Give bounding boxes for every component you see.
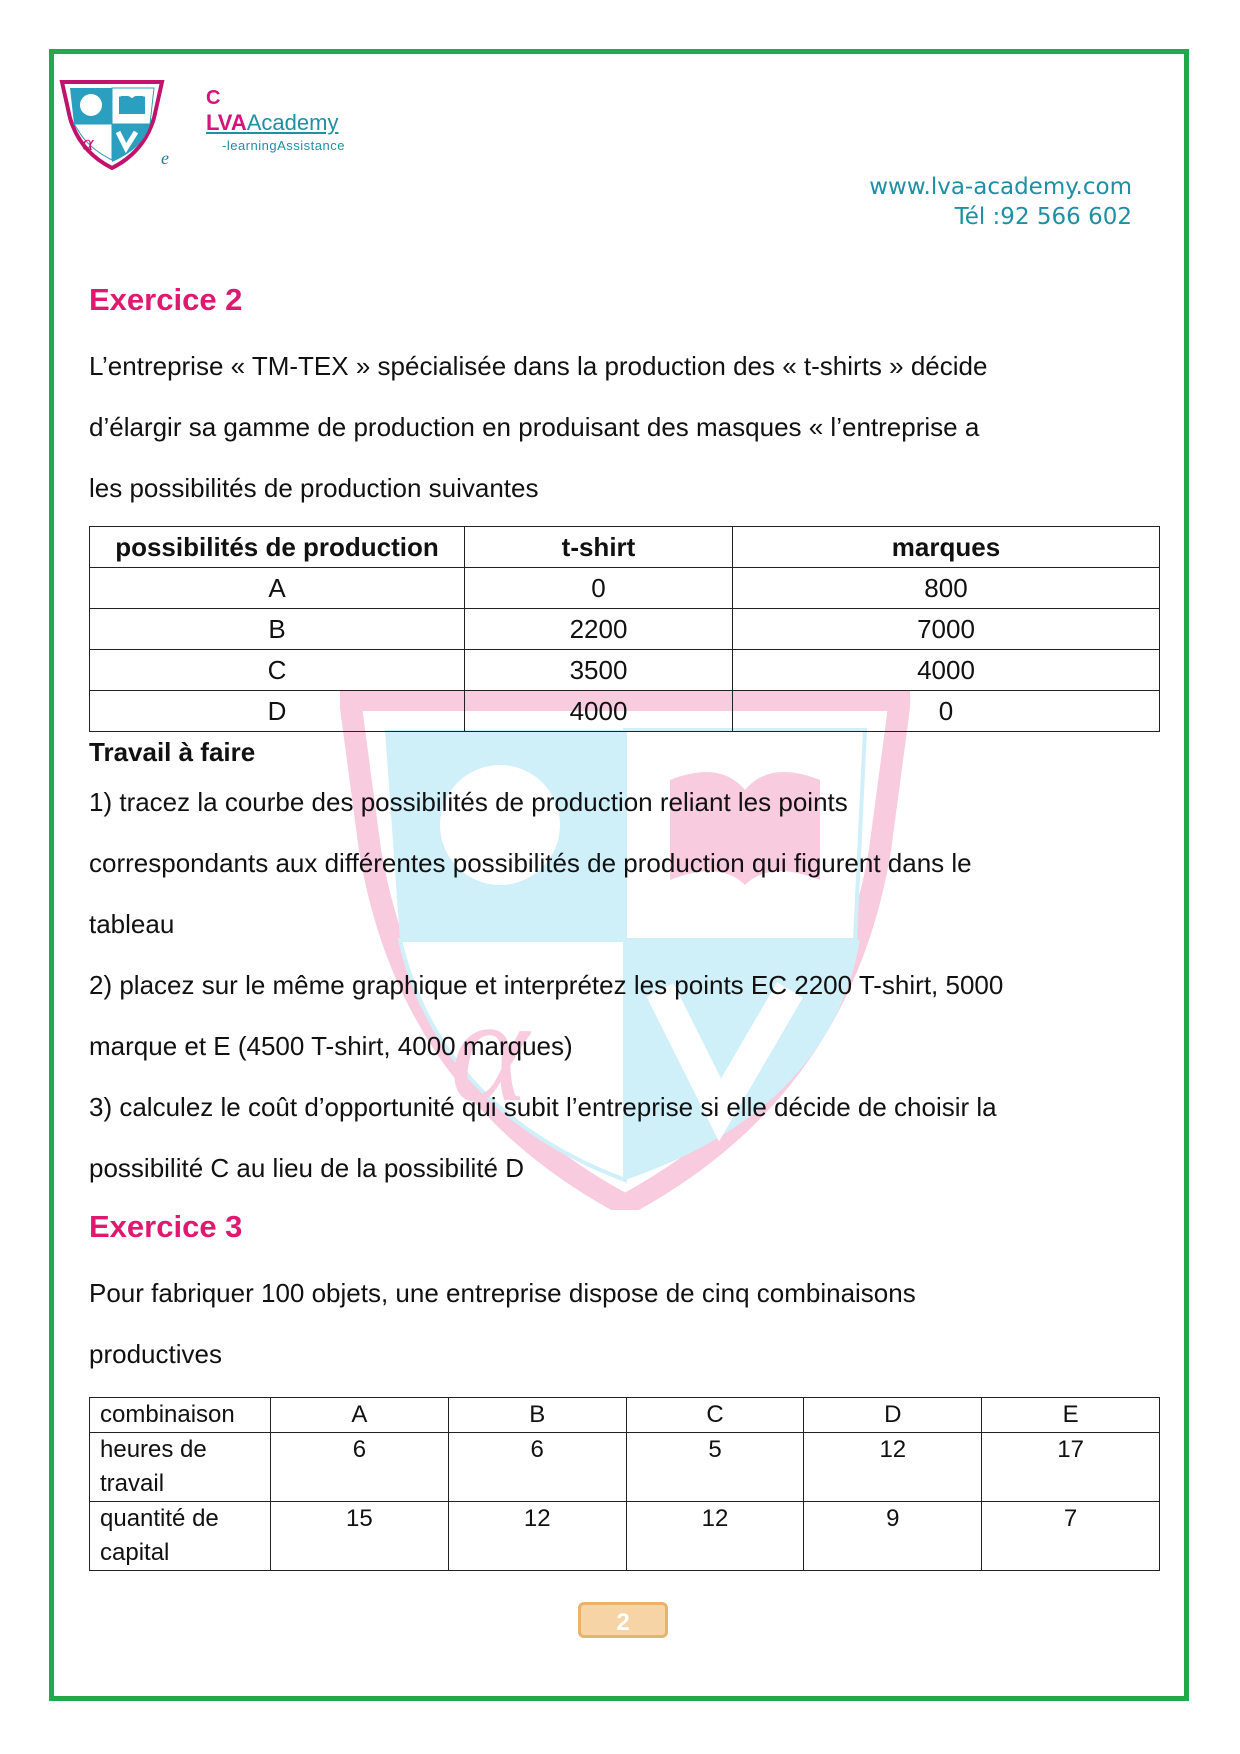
header-cell: C <box>626 1398 804 1433</box>
header-cell: combinaison <box>90 1398 271 1433</box>
table-cell: 3500 <box>465 650 733 691</box>
table-cell: 4000 <box>465 691 733 732</box>
combination-table <box>89 1397 1160 1571</box>
row-label <box>90 1502 271 1571</box>
table-cell: A <box>90 568 465 609</box>
row-label-line2: capital <box>100 1539 170 1566</box>
brand-block <box>206 86 345 156</box>
table-cell: 6 <box>448 1433 626 1502</box>
table-cell: 9 <box>804 1502 982 1571</box>
contact-block <box>869 172 1132 232</box>
exercice3-title: Exercice 3 <box>89 1209 243 1244</box>
question1-line3: tableau <box>89 909 175 939</box>
table-cell: B <box>90 609 465 650</box>
table-header-row <box>90 527 1160 568</box>
phone-number: Tél :92 566 602 <box>954 204 1132 230</box>
table-row <box>90 1502 1160 1571</box>
header-cell: D <box>804 1398 982 1433</box>
exercice2-title: Exercice 2 <box>89 282 243 317</box>
question3-line1: 3) calculez le coût d’opportunité qui subit l’entreprise si elle décide de choisir la <box>89 1092 997 1122</box>
brand-prefix: LVA <box>206 110 247 135</box>
header-cell: marques <box>733 527 1160 568</box>
table-cell: 6 <box>271 1433 449 1502</box>
production-table <box>89 526 1160 732</box>
row-label-line1: quantité de <box>100 1505 219 1532</box>
exercice2-intro-line1: L’entreprise « TM-TEX » spécialisée dans la production des « t-shirts » décide <box>89 351 988 381</box>
question2-line1: 2) placez sur le même graphique et interprétez les points EC 2200 T-shirt, 5000 <box>89 970 1004 1000</box>
website-link[interactable]: www.lva-academy.com <box>869 174 1132 200</box>
question1-line1: 1) tracez la courbe des possibilités de production reliant les points <box>89 787 848 817</box>
table-cell: 5 <box>626 1433 804 1502</box>
table-cell: 12 <box>448 1502 626 1571</box>
exercice2-intro-line2: d’élargir sa gamme de production en produisant des masques « l’entreprise a <box>89 412 980 442</box>
table-cell: 4000 <box>733 650 1160 691</box>
svg-text:α: α <box>450 967 529 1133</box>
row-label <box>90 1433 271 1502</box>
header-cell: B <box>448 1398 626 1433</box>
table-cell: 0 <box>733 691 1160 732</box>
table-cell: 0 <box>465 568 733 609</box>
table-cell: 15 <box>271 1502 449 1571</box>
header-cell: A <box>271 1398 449 1433</box>
row-label-line1: heures de <box>100 1436 207 1463</box>
table-row <box>90 609 1160 650</box>
svg-text:α: α <box>82 130 94 155</box>
logo-letter: C <box>206 87 221 109</box>
exercice3-intro-line1: Pour fabriquer 100 objets, une entreprise dispose de cinq combinaisons <box>89 1278 916 1308</box>
page-number-badge: 2 <box>578 1602 668 1638</box>
header-cell: possibilités de production <box>90 527 465 568</box>
row-label-line2: travail <box>100 1470 165 1497</box>
page-content <box>89 280 1160 1571</box>
table-row <box>90 691 1160 732</box>
table-cell: 12 <box>626 1502 804 1571</box>
exercice2-intro-line3: les possibilités de production suivantes <box>89 473 539 503</box>
table-cell: C <box>90 650 465 691</box>
work-title: Travail à faire <box>89 737 256 767</box>
table-row <box>90 1433 1160 1502</box>
table-row <box>90 568 1160 609</box>
exercice3-intro-line2: productives <box>89 1339 222 1369</box>
question3-line2: possibilité C au lieu de la possibilité D <box>89 1153 525 1183</box>
table-cell: 17 <box>982 1433 1160 1502</box>
header-cell: E <box>982 1398 1160 1433</box>
table-cell: 12 <box>804 1433 982 1502</box>
academy-logo-icon <box>58 78 166 170</box>
question1-line2: correspondants aux différentes possibilités de production qui figurent dans le <box>89 848 972 878</box>
brand-suffix: Academy <box>246 110 339 135</box>
table-cell: 800 <box>733 568 1160 609</box>
table-cell: D <box>90 691 465 732</box>
table-cell: 7000 <box>733 609 1160 650</box>
table-row <box>90 650 1160 691</box>
table-header-row <box>90 1398 1160 1433</box>
brand-tagline: -learningAssistance <box>222 138 345 153</box>
question2-line2: marque et E (4500 T-shirt, 4000 marques) <box>89 1031 573 1061</box>
table-cell: 2200 <box>465 609 733 650</box>
brand-name <box>206 110 345 136</box>
header-cell: t-shirt <box>465 527 733 568</box>
table-cell: 7 <box>982 1502 1160 1571</box>
logo-e-mark: e <box>161 148 169 168</box>
